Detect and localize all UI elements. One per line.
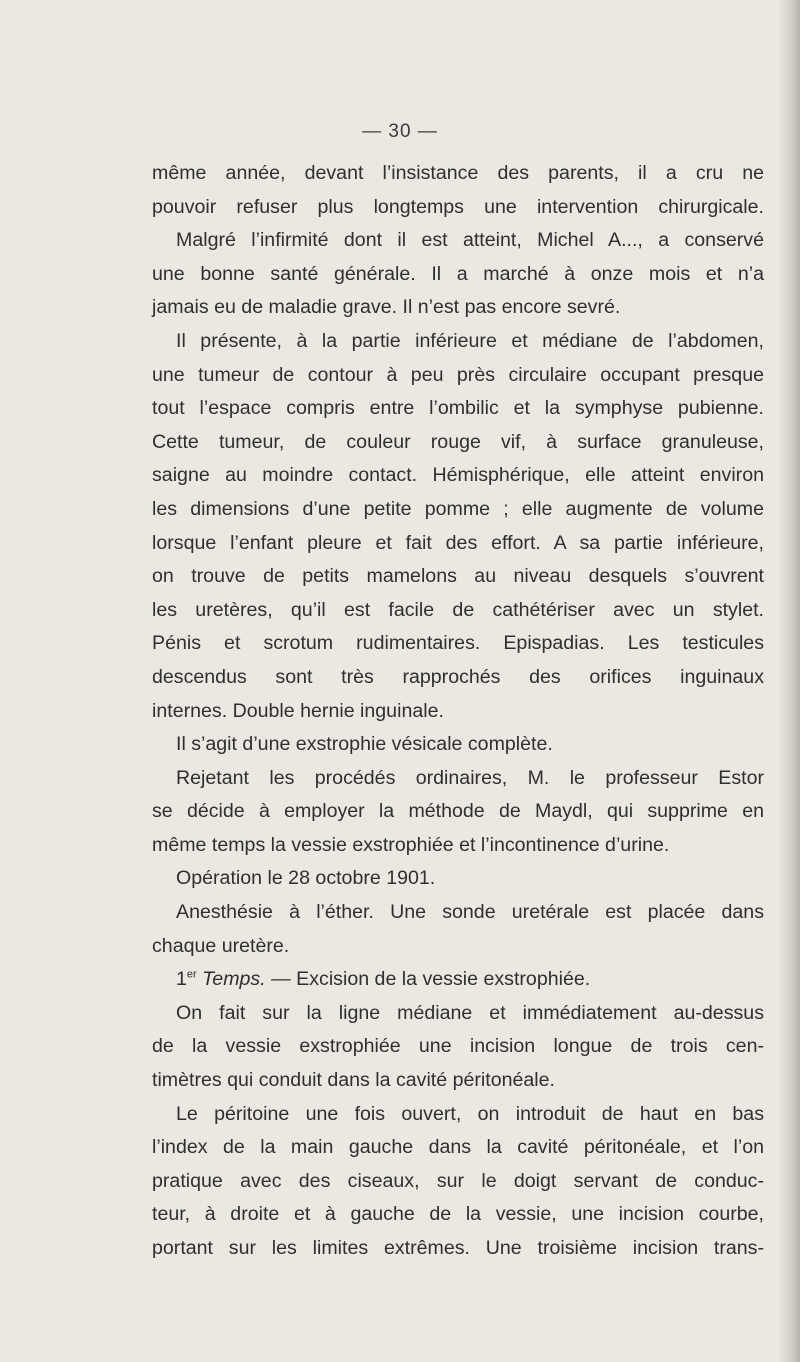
text-line: pouvoir refuser plus longtemps une intervention chirurgicale.: [152, 195, 764, 218]
text-line: Anesthésie à l’éther. Une sonde uretérale est placée dans: [176, 901, 764, 924]
page-number: — 30 —: [362, 121, 438, 142]
text-line: lorsque l’enfant pleure et fait des effort. A sa partie inférieure,: [152, 531, 764, 554]
text-line: les dimensions d’une petite pomme ; elle augmente de volume: [152, 497, 764, 520]
text-line: descendus sont très rapprochés des orifices inguinaux: [152, 665, 764, 688]
text-line: se décide à employer la méthode de Maydl, qui supprime en: [152, 800, 764, 823]
page-edge-shadow: [778, 0, 800, 1362]
heading-number: 1: [176, 968, 187, 991]
body-text: [152, 157, 764, 1266]
text-line: tout l’espace compris entre l’ombilic et la symphyse pubienne.: [152, 397, 764, 420]
text-line: portant sur les limites extrêmes. Une troisième incision trans-: [152, 1237, 764, 1259]
text-line: teur, à droite et à gauche de la vessie, une incision courbe,: [152, 1203, 764, 1226]
text-line: saigne au moindre contact. Hémisphérique, elle atteint environ: [152, 464, 764, 487]
text-line: Le péritoine une fois ouvert, on introduit de haut en bas: [176, 1102, 764, 1125]
text-line: on trouve de petits mamelons au niveau desquels s’ouvrent: [152, 565, 764, 588]
text-line: jamais eu de maladie grave. Il n’est pas encore sevré.: [152, 296, 621, 319]
heading-rest: — Excision de la vessie exstrophiée.: [265, 968, 591, 991]
text-line: Malgré l’infirmité dont il est atteint, Michel A..., a conservé: [176, 229, 764, 252]
text-line: une bonne santé générale. Il a marché à onze mois et n’a: [152, 262, 764, 285]
text-line: internes. Double hernie inguinale.: [152, 699, 444, 722]
text-line: même année, devant l’insistance des parents, il a cru ne: [152, 162, 764, 184]
text-line: chaque uretère.: [152, 934, 290, 957]
text-line: timètres qui conduit dans la cavité péritonéale.: [152, 1069, 555, 1092]
text-line: de la vessie exstrophiée une incision longue de trois cen-: [152, 1035, 764, 1058]
text-line: Pénis et scrotum rudimentaires. Epispadias. Les testicules: [152, 632, 764, 655]
text-line: Il présente, à la partie inférieure et médiane de l’abdomen,: [176, 329, 764, 352]
text-line: même temps la vessie exstrophiée et l’incontinence d’urine.: [152, 833, 670, 856]
heading-superscript: er: [186, 968, 197, 981]
text-line: Cette tumeur, de couleur rouge vif, à surface granuleuse,: [152, 430, 764, 453]
heading-label: Temps.: [202, 968, 266, 991]
text-line: On fait sur la ligne médiane et immédiatement au-dessus: [176, 1001, 764, 1024]
text-line: une tumeur de contour à peu près circulaire occupant presque: [152, 363, 764, 386]
text-line: Opération le 28 octobre 1901.: [176, 867, 436, 890]
text-line: pratique avec des ciseaux, sur le doigt servant de conduc-: [152, 1169, 764, 1192]
text-line: les uretères, qu’il est facile de cathétériser avec un stylet.: [152, 598, 764, 621]
text-line: Il s’agit d’une exstrophie vésicale complète.: [176, 733, 553, 756]
section-heading: [152, 963, 764, 997]
text-line: Rejetant les procédés ordinaires, M. le professeur Estor: [176, 766, 764, 789]
text-line: l’index de la main gauche dans la cavité péritonéale, et l’on: [152, 1136, 764, 1159]
